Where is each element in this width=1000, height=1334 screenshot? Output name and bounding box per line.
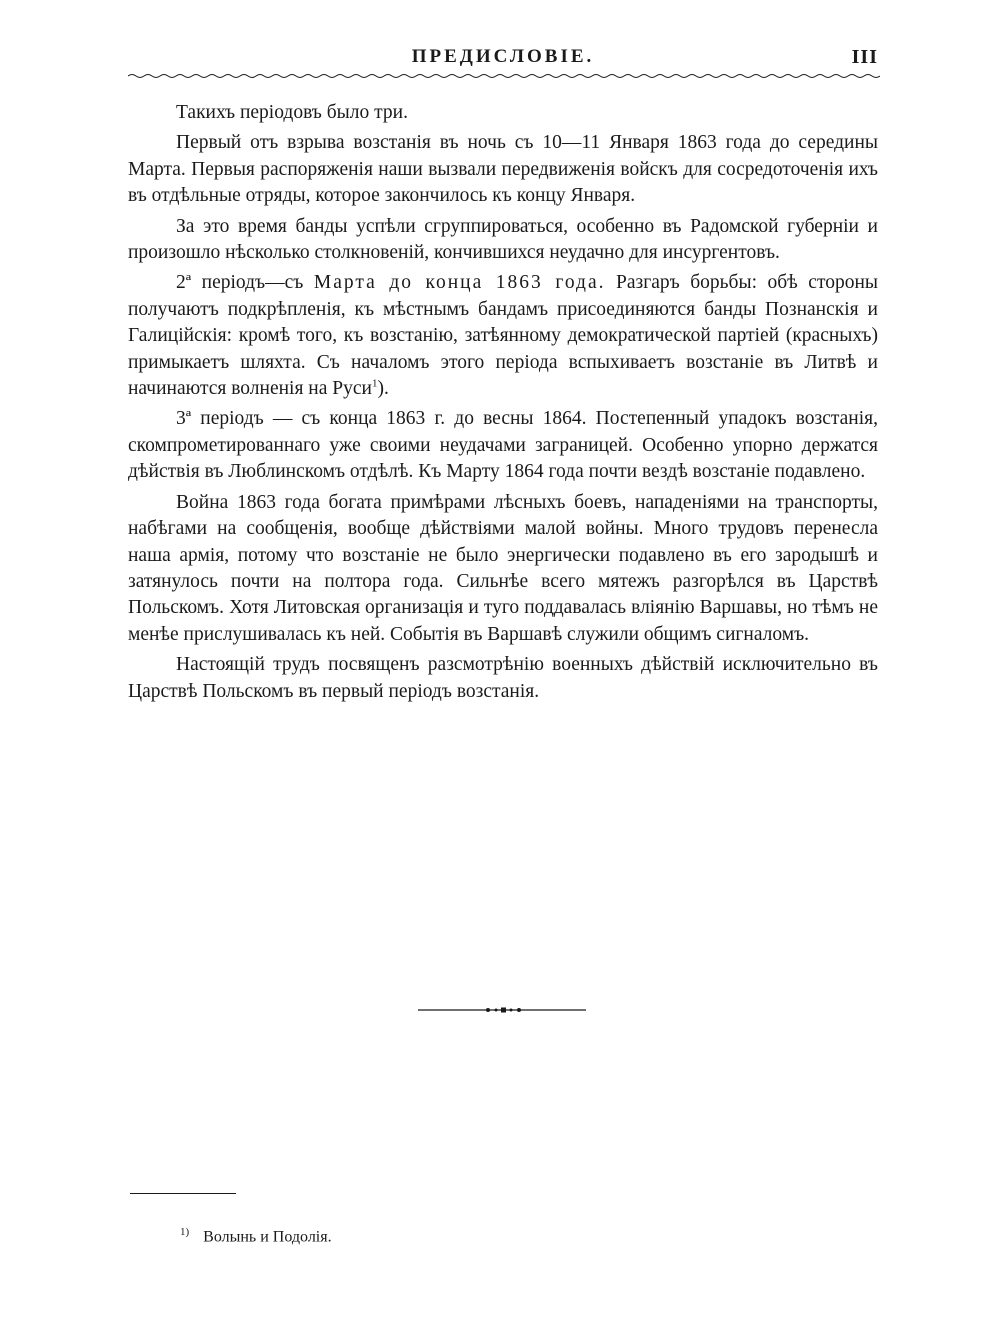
page-number: III <box>851 46 878 68</box>
paragraph-5: 3ª періодъ — съ конца 1863 г. до весны 1864. Постепенный упадокъ возстанія, скомпрометированнаго уже своими неудачами заграницей. Особенно упорно держатся дѣйствія въ Люблинскомъ отдѣлѣ. Къ Марту 1864 года почти вездѣ возстаніе подавлено. <box>128 408 878 483</box>
footnote-text: Волынь и Подолія. <box>203 1228 332 1246</box>
page-title: ПРЕДИСЛОВІЕ. <box>411 46 595 67</box>
paragraph-4 <box>128 270 878 402</box>
paragraph-6: Война 1863 года богата примѣрами лѣсныхъ боевъ, нападеніями на транспорты, набѣгами на сообщенія, вообще дѣйствіями малой войны. Много трудовъ перенесла наша армія, потому что возстаніе не было энергически подавлено въ его зародышѣ и затянулось почти на полтора года. Сильнѣе всего мятежъ разгорѣлся въ Царствѣ Польскомъ. Хотя Литовская организація и туго поддавалась вліянію Варшавы, но тѣмъ не менѣе прислушивалась къ ней. Событія въ Варшавѣ служили общимъ сигналомъ. <box>128 491 878 645</box>
end-ornament <box>418 1004 586 1016</box>
period-2-text: Разгаръ борьбы: обѣ стороны получаютъ подкрѣпленія, къ мѣстнымъ бандамъ присоединяются банды Познанскія и Галиційскія: кромѣ того, къ возстанію, затѣянному демократической партіей (красныхъ) примыкаетъ шляхта. Съ началомъ этого періода вспыхиваетъ возстаніе въ Литвѣ и начинаются волненія на Руси <box>128 272 879 400</box>
paragraph-7: Настоящій трудъ посвященъ разсмотрѣнію военныхъ дѣйствій исключительно въ Царствѣ Польскомъ въ первый періодъ возстанія. <box>128 654 878 702</box>
footnote-reference: 1 <box>371 377 378 390</box>
wavy-header-rule <box>128 70 880 82</box>
paragraph-3: За это время банды успѣли сгруппироваться, особенно въ Радомской губерніи и произошло нѣсколько столкновеній, кончившихся неудачно для инсургентовъ. <box>128 215 878 264</box>
footnote-mark: 1) <box>180 1226 190 1238</box>
body-text <box>128 100 878 709</box>
footnote <box>180 1226 332 1246</box>
paragraph-1: Такихъ періодовъ было три. <box>176 102 408 123</box>
paragraph-2: Первый отъ взрыва возстанія въ ночь съ 10—11 Января 1863 года до середины Марта. Первыя распоряженія наши вызвали передвиженія войскъ для сосредоточенія ихъ въ отдѣльные отряды, которое закончилось къ концу Января. <box>128 132 878 207</box>
footnote-rule <box>130 1193 236 1194</box>
period-2-span: Марта до конца 1863 года. <box>313 272 606 294</box>
period-2-end: ). <box>377 378 389 400</box>
period-2-lead: 2ª періодъ—съ <box>176 272 304 294</box>
